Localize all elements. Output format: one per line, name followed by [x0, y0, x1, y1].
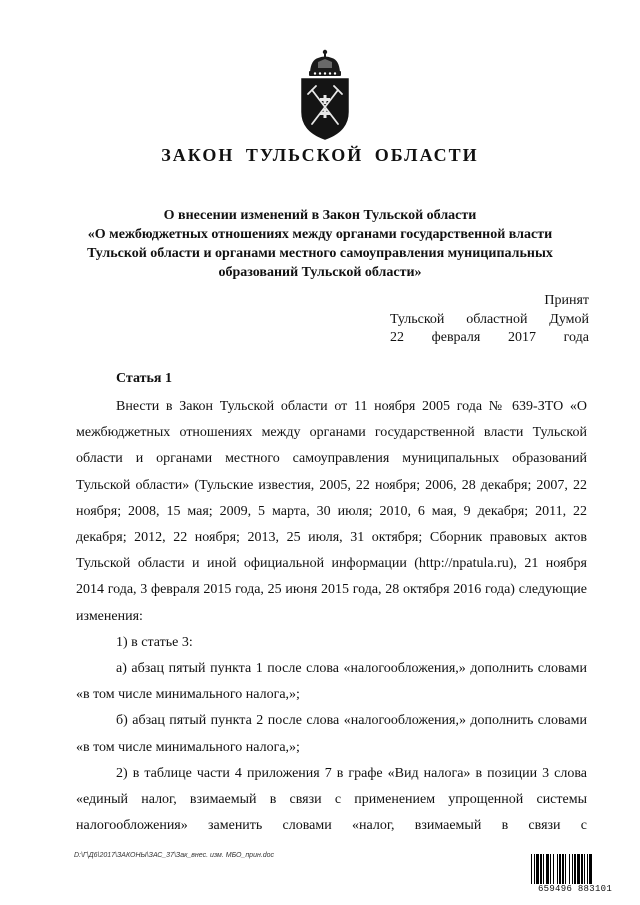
article-heading: Статья 1	[116, 371, 172, 386]
law-subject	[70, 206, 570, 282]
article-paragraph: Внести в Закон Тульской области от 11 ноября 2005 года № 639-ЗТО «О межбюджетных отношениях между органами государственной власти Тульской области и органами местного самоуправления муниципальных образований Тульской области» (Тульские известия, 2005, 22 ноября; 2006, 28 декабря; 2007, 22 ноября; 2008, 15 мая; 2009, 5 марта, 30 июля; 2010, 6 мая, 9 декабря; 2011, 22 декабря; 2012, 22 ноября; 2013, 25 июля, 31 октября; Сборник правовых актов Тульской области и иной официальной информации (http://npatula.ru), 21 ноября 2014 года, 3 февраля 2015 года, 25 июня 2015 года, 28 октября 2016 года) следующие изменения:	[76, 399, 587, 624]
article-paragraph: б) абзац пятый пункта 2 после слова «налогообложения,» дополнить словами «в том числе минимального налога,»;	[76, 713, 587, 755]
barcode-number: 659496 883101	[537, 884, 613, 894]
article-paragraph: а) абзац пятый пункта 1 после слова «налогообложения,» дополнить словами «в том числе минимального налога,»;	[76, 661, 587, 703]
law-title: ЗАКОН ТУЛЬСКОЙ ОБЛАСТИ	[161, 145, 479, 165]
article-body	[76, 394, 587, 839]
adoption-date: 22 февраля 2017 года	[390, 330, 589, 345]
file-path: D:\Г\Д6\2017\ЗАКОНЫ\ЗАС_37\Зак_внес. изм. МБО_прин.doc	[74, 852, 275, 859]
adopted-label: Принят	[544, 293, 589, 308]
subject-line: «О межбюджетных отношениях между органами государственной власти	[87, 227, 553, 242]
subject-line: Тульской области и органами местного самоуправления муниципальных	[87, 246, 553, 261]
coat-of-arms-icon	[296, 48, 354, 140]
subject-line: О внесении изменений в Закон Тульской области	[163, 208, 477, 223]
article-paragraph: 1) в статье 3:	[116, 634, 193, 650]
adoption-block	[390, 292, 589, 348]
adopted-by: Тульской областной Думой	[390, 311, 589, 327]
subject-line: образований Тульской области»	[218, 265, 422, 280]
article-paragraph: 2) в таблице части 4 приложения 7 в графе «Вид налога» в позиции 3 слова «единый налог, взимаемый в связи с применением упрощенной системы налогообложения» заменить словами «налог, взимаемый в связи с	[76, 765, 587, 834]
barcode-icon	[531, 854, 617, 884]
